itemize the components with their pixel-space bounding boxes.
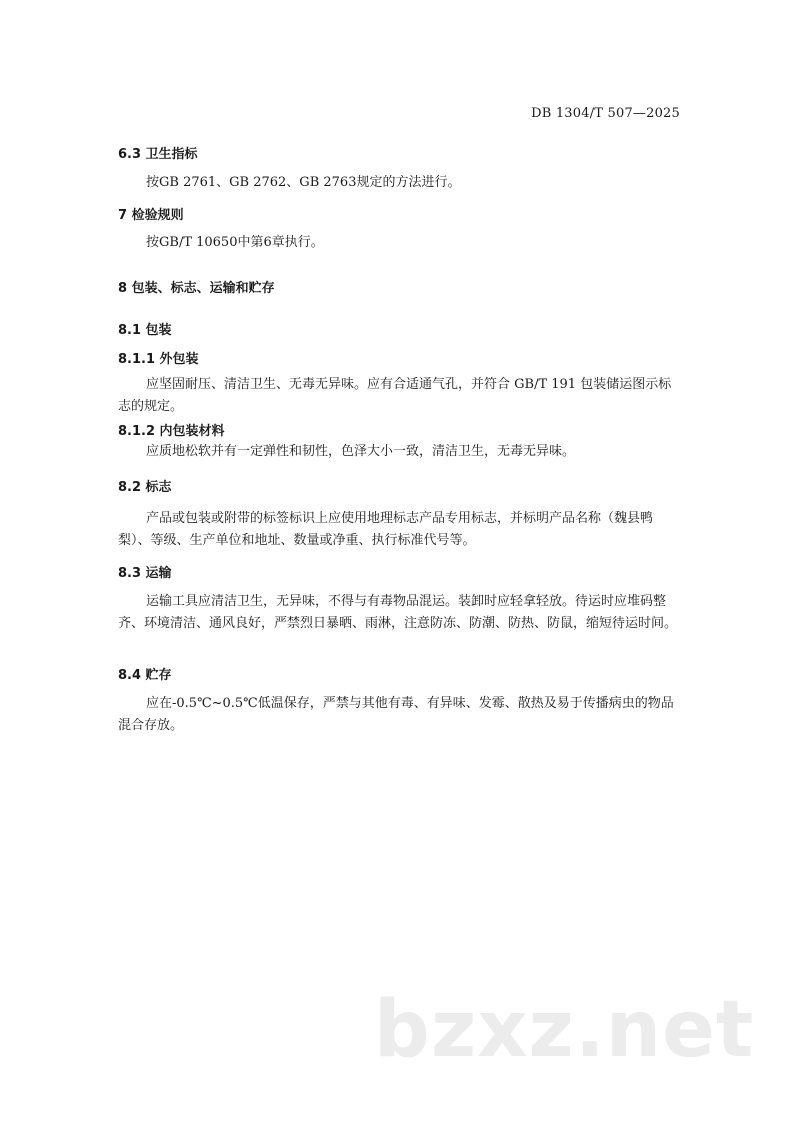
section-heading-6-3: 6.3 卫生指标 xyxy=(118,147,198,162)
section-heading-8-1-2: 8.1.2 内包装材料 xyxy=(118,424,225,439)
section-paragraph: 应在-0.5℃~0.5℃低温保存，严禁与其他有毒、有异味、发霉、散热及易于传播病虫的物品混合存放。 xyxy=(118,696,674,733)
section-heading-8-2: 8.2 标志 xyxy=(118,480,172,495)
section-paragraph: 应质地松软并有一定弹性和韧性，色泽大小一致，清洁卫生，无毒无异味。 xyxy=(146,444,576,459)
section-paragraph: 运输工具应清洁卫生，无异味，不得与有毒物品混运。装卸时应轻拿轻放。待运时应堆码整齐、环境清洁、通风良好，严禁烈日暴晒、雨淋，注意防冻、防潮、防热、防鼠，缩短待运时间。 xyxy=(118,594,678,631)
section-paragraph: 应坚固耐压、清洁卫生、无毒无异味。应有合适通气孔，并符合 GB/T 191 包装储运图示标志的规定。 xyxy=(118,377,672,414)
section-paragraph: 产品或包装或附带的标签标识上应使用地理标志产品专用标志，并标明产品名称（魏县鸭梨）、等级、生产单位和地址、数量或净重、执行标准代号等。 xyxy=(118,511,654,548)
section-heading-8-4: 8.4 贮存 xyxy=(118,668,172,683)
standard-code: DB 1304/T 507—2025 xyxy=(531,106,680,121)
section-heading-8-1: 8.1 包装 xyxy=(118,323,172,338)
section-paragraph: 按GB/T 10650中第6章执行。 xyxy=(146,235,324,250)
section-paragraph: 按GB 2761、GB 2762、GB 2763规定的方法进行。 xyxy=(146,175,461,190)
section-heading-8-3: 8.3 运输 xyxy=(118,566,172,581)
section-heading-7: 7 检验规则 xyxy=(118,208,184,223)
watermark-text: bzxz.net xyxy=(374,985,755,1075)
section-heading-8-1-1: 8.1.1 外包装 xyxy=(118,352,199,367)
section-heading-8: 8 包装、标志、运输和贮存 xyxy=(118,281,275,296)
